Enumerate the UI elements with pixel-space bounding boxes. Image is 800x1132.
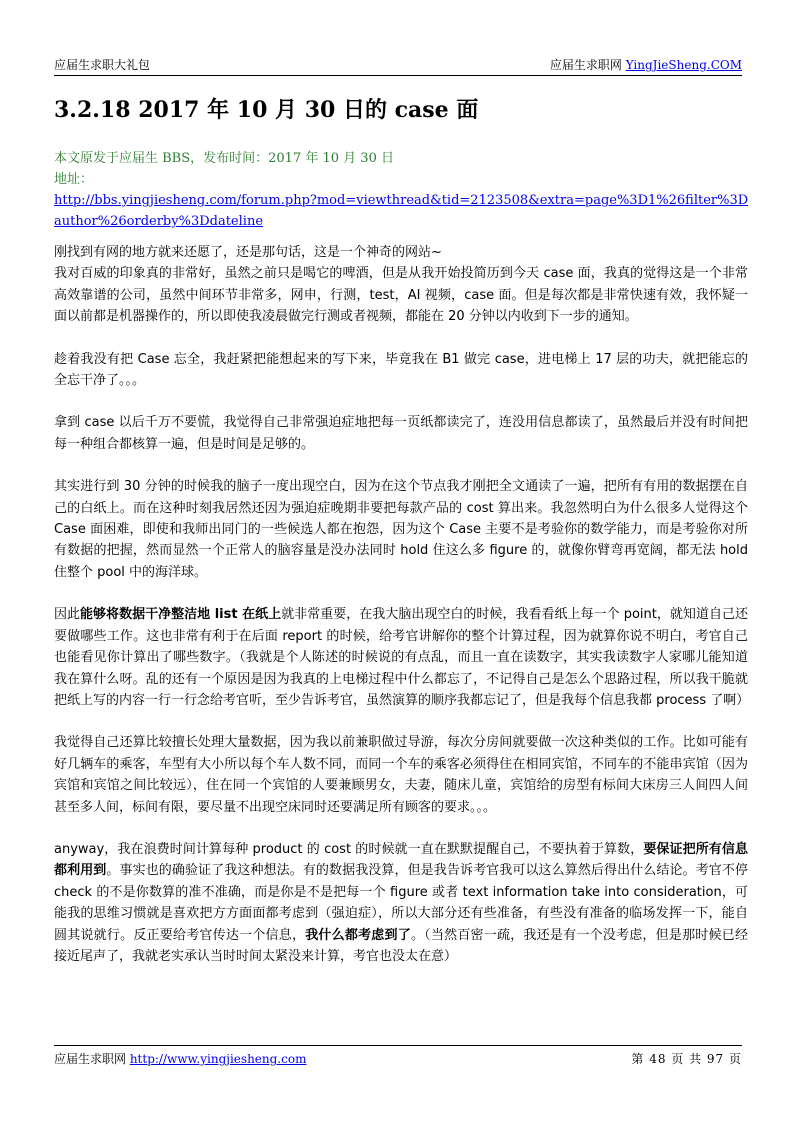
article-body <box>54 242 748 988</box>
footer-left <box>54 1050 306 1068</box>
p5-pre: 因此 <box>54 607 81 623</box>
footer-rule <box>54 1045 742 1046</box>
paragraph-6: 我觉得自己还算比较擅长处理大量数据，因为我以前兼职做过导游，每次分房间就要做一次这种类似的工作。比如可能有好几辆车的乘客，车型有大小所以每个车人数不同，而同一个车的乘客必须得住在相同宾馆，不同车的不能串宾馆（因为宾馆和宾馆之间比较远），住在同一个宾馆的人要兼顾男女，夫妻，随床儿童，宾馆给的房型有标间大床房三人间四人间甚至多人间，标间有限，要尽量不出现空床同时还要满足所有顾客的要求。。。 <box>54 735 748 815</box>
paragraph-3: 拿到 case 以后千万不要慌，我觉得自己非常强迫症地把每一页纸都读完了，连没用信息都读了，虽然最后并没有时间把每一种组合都核算一遍，但是时间是足够的。 <box>54 415 748 452</box>
paragraph-5 <box>54 604 748 711</box>
intro-line: 刚找到有网的地方就来还愿了，还是那句话，这是一个神奇的网站~ <box>54 245 442 260</box>
p7-b: 。事实也的确验证了我这种想法。有的数据我没算，但是我告诉考官我可以这么算然后得出什么结论。考官不停 check 的不是你数算的准不准确，而是你是不是把每一个 figure 或者 text information take into consideration，可能我的思维习惯就是喜欢把方方面面都考虑到（强迫症），所以大部分还有些准备，有些没有准备的临场发挥一下，能自圆其说就行。反正要给考官传达一个信息， <box>54 863 748 943</box>
page-footer <box>54 1050 742 1068</box>
p5-emphasis: 能够将数据干净整洁地 list 在纸上 <box>80 607 282 623</box>
page-number: 第 48 页 共 97 页 <box>631 1052 742 1066</box>
p7-emphasis-2: 我什么都考虑到了 <box>305 927 411 943</box>
p7-a: anyway，我在浪费时间计算每种 product 的 cost 的时候就一直在默默提醒自己，不要执着于算数， <box>54 841 644 857</box>
header-left-text: 应届生求职大礼包 <box>54 58 151 72</box>
source-line: 本文原发于应届生 BBS，发布时间：2017 年 10 月 30 日 <box>54 151 394 166</box>
paragraph-4: 其实进行到 30 分钟的时候我的脑子一度出现空白，因为在这个节点我才刚把全文通读了一遍，把所有有用的数据摆在自己的白纸上。而在这种时刻我居然还因为强迫症晚期非要把每款产品的 cost 算出来。我忽然明白为什么很多人觉得这个 Case 面困难，即使和我师出同门的一些候选人都在抱怨，因为这个 Case 主要不是考验你的数学能力，而是考验你对所有数据的把握，然而显然一个正常人的脑容量是没办法同时 hold 住这么多 figure 的，就像你臂弯再宽阔，都无法 hold 住整个 pool 中的海洋球。 <box>54 479 748 580</box>
paragraph-2: 趁着我没有把 Case 忘全，我赶紧把能想起来的写下来，毕竟我在 B1 做完 case，进电梯上 17 层的功夫，就把能忘的全忘干净了。。。 <box>54 351 748 389</box>
page-title: 3.2.18 2017 年 10 月 30 日的 case 面 <box>54 97 479 123</box>
source-url-link[interactable]: http://bbs.yingjiesheng.com/forum.php?mod=viewthread&tid=2123508&extra=page%3D1%26filter%3Dauthor%26orderby%3Ddateline <box>54 193 749 229</box>
post-meta <box>54 148 754 232</box>
address-label: 地址： <box>54 172 94 187</box>
paragraph-intro <box>54 242 748 328</box>
p5-post: 就非常重要，在我大脑出现空白的时候，我看看纸上每一个 point，就知道自己还要做哪些工作。这也非常有利于在后面 report 的时候，给考官讲解你的整个计算过程，因为就算你说不明白，考官自己也能看见你计算出了哪些数字。（我就是个人陈述的时候说的有点乱，而且一直在读数字，其实我读数字人家哪儿能知道我在算什么呀。乱的还有一个原因是因为我真的上电梯过程中什么都忘了，不记得自己是怎么个思路过程，所以我干脆就把纸上写的内容一行一行念给考官听，至少告诉考官，虽然演算的顺序我都忘记了，但是我每个信息我都 process 了啊） <box>54 607 750 708</box>
footer-left-label: 应届生求职网 <box>54 1052 130 1066</box>
intro-text: 我对百威的印象真的非常好，虽然之前只是喝它的啤酒，但是从我开始投简历到今天 case 面，我真的觉得这是一个非常高效靠谱的公司，虽然中间环节非常多，网申，行测，test，AI 视频，case 面。但是每次都是非常快速有效，我怀疑一面以前都是机器操作的，所以即使我凌晨做完行测或者视频，都能在 20 分钟以内收到下一步的通知。 <box>54 266 748 325</box>
header-right-label: 应届生求职网 <box>549 58 626 72</box>
page-header <box>54 56 742 74</box>
header-rule <box>54 75 742 76</box>
paragraph-7 <box>54 839 748 967</box>
header-site-link[interactable]: YingJieSheng.COM <box>625 58 742 72</box>
header-right <box>550 56 742 74</box>
p7-emphasis-1: 要保证把所有信息都利用到 <box>54 841 748 879</box>
footer-site-link[interactable]: http://www.yingjiesheng.com <box>129 1052 307 1066</box>
p7-c: 。（当然百密一疏，我还是有一个没考虑，但是那时候已经接近尾声了，我就老实承认当时时间太紧没来计算，考官也没太在意） <box>54 927 748 964</box>
